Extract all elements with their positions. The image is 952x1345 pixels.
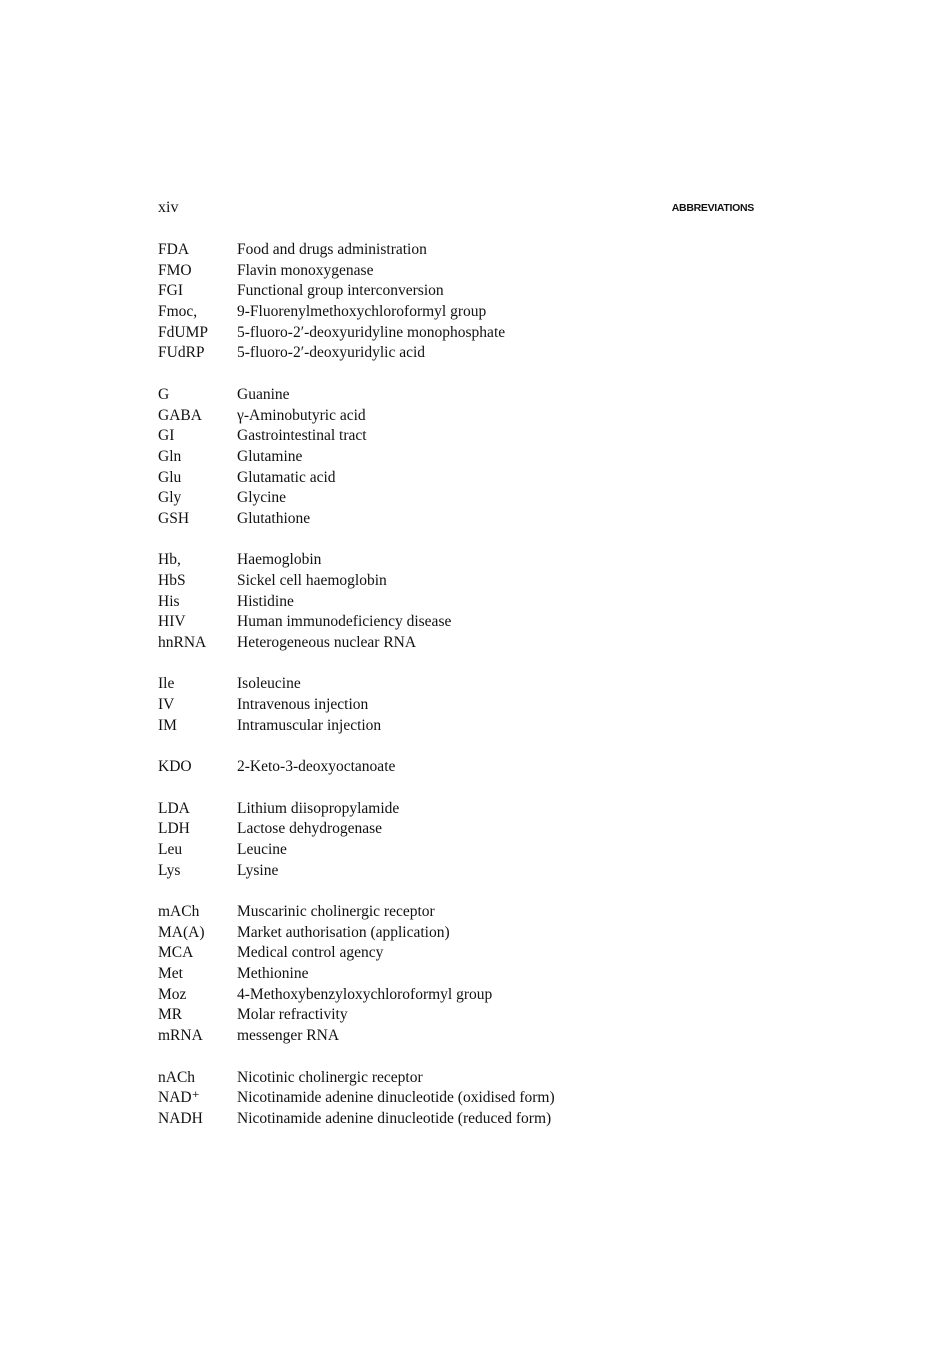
abbreviation-entry [158,240,758,261]
abbreviation-entry [158,1088,758,1109]
abbreviation-term: MCA [158,944,194,962]
abbreviation-entry [158,819,758,840]
abbreviation-term: G [158,385,170,403]
abbreviation-term: Gly [158,489,182,507]
abbreviation-definition: Methionine [237,965,309,983]
abbreviation-term: GSH [158,509,190,527]
abbreviation-term: HIV [158,613,186,631]
abbreviation-term: Leu [158,840,183,858]
abbreviation-entry [158,447,758,468]
abbreviation-term: IV [158,696,175,714]
abbreviation-group [158,757,758,778]
abbreviation-definition: 9-Fluorenylmethoxychloroformyl group [237,303,487,321]
abbreviation-definition: Food and drugs administration [237,241,427,258]
abbreviation-entry [158,923,758,944]
abbreviation-entry [158,281,758,302]
abbreviation-term: mACh [158,903,200,920]
abbreviation-definition: Sickel cell haemoglobin [237,572,387,589]
abbreviation-definition: Leucine [237,840,287,858]
abbreviation-term: nACh [158,1068,196,1086]
abbreviation-entry [158,985,758,1006]
abbreviation-definition: Intravenous injection [237,696,369,714]
abbreviation-entry [158,674,758,695]
abbreviation-entry [158,1109,758,1130]
abbreviation-definition: Muscarinic cholinergic receptor [237,903,435,920]
abbreviation-term: GI [158,427,175,445]
abbreviation-definition: Guanine [237,385,290,403]
abbreviation-term: NADH [158,1109,203,1127]
abbreviation-entry [158,261,758,282]
abbreviation-definition: Flavin monoxygenase [237,261,374,279]
abbreviation-entry [158,1026,758,1047]
abbreviation-term: LDH [158,820,190,838]
abbreviation-term: Moz [158,985,187,1003]
abbreviation-term: Fmoc, [158,303,198,321]
abbreviation-term: Lys [158,861,181,879]
abbreviation-entry [158,406,758,427]
abbreviation-term: Hb, [158,551,181,569]
abbreviation-entry [158,799,758,820]
abbreviation-term: GABA [158,406,202,424]
abbreviation-term: IM [158,716,177,734]
abbreviation-entry [158,468,758,489]
abbreviation-term: MR [158,1006,183,1024]
abbreviation-definition: Nicotinic cholinergic receptor [237,1068,423,1086]
abbreviation-entry [158,757,758,778]
abbreviation-definition: 4-Methoxybenzyloxychloroformyl group [237,985,493,1003]
abbreviation-term: FUdRP [158,344,205,362]
abbreviation-entry [158,902,758,923]
abbreviation-entry [158,488,758,509]
abbreviation-term: KDO [158,758,192,776]
abbreviation-group [158,799,758,882]
abbreviation-definition: Medical control agency [237,944,384,962]
abbreviation-entry [158,633,758,654]
abbreviation-definition: 5-fluoro-2′-deoxyuridylic acid [237,344,426,362]
abbreviation-term: Ile [158,675,175,693]
abbreviation-group [158,385,758,530]
abbreviation-definition: messenger RNA [237,1027,340,1045]
abbreviation-entry [158,592,758,613]
abbreviation-entry [158,302,758,323]
abbreviation-group [158,674,758,736]
abbreviation-definition: Glutathione [237,509,311,527]
abbreviation-group [158,902,758,1047]
abbreviation-definition: Glutamine [237,447,303,465]
running-head: ABBREVIATIONS [671,202,754,214]
abbreviation-term: NAD⁺ [158,1089,200,1107]
abbreviation-definition: Lithium diisopropylamide [237,799,400,817]
abbreviation-term: mRNA [158,1027,203,1045]
abbreviation-definition: 5-fluoro-2′-deoxyuridyline monophosphate [237,323,506,341]
abbreviation-definition: Human immunodeficiency disease [237,613,452,631]
abbreviation-entry [158,840,758,861]
abbreviation-entry [158,612,758,633]
abbreviation-definition: Gastrointestinal tract [237,427,367,445]
abbreviation-definition: Lactose dehydrogenase [237,820,383,838]
abbreviation-entry [158,964,758,985]
abbreviation-entry [158,861,758,882]
abbreviation-term: His [158,592,180,610]
abbreviation-definition: Nicotinamide adenine dinucleotide (reduced form) [237,1109,552,1127]
abbreviation-definition: 2-Keto-3-deoxyoctanoate [237,758,396,776]
abbreviation-entry [158,323,758,344]
abbreviation-term: LDA [158,799,190,817]
abbreviation-definition: Functional group interconversion [237,282,444,300]
abbreviation-entry [158,695,758,716]
abbreviation-list [158,240,758,1150]
abbreviation-entry [158,1005,758,1026]
abbreviation-term: FDA [158,241,190,258]
abbreviation-definition: Glycine [237,489,287,507]
abbreviation-definition: Market authorisation (application) [237,923,450,941]
abbreviation-entry [158,550,758,571]
abbreviation-term: Glu [158,468,182,486]
page-number: xiv [158,199,179,216]
abbreviation-term: FdUMP [158,323,208,341]
abbreviation-entry [158,571,758,592]
abbreviation-group [158,1068,758,1130]
abbreviation-term: Met [158,965,183,983]
abbreviation-definition: Heterogeneous nuclear RNA [237,634,417,652]
abbreviation-entry [158,716,758,737]
page-header [158,196,754,220]
abbreviation-definition: Molar refractivity [237,1006,348,1024]
abbreviation-entry [158,426,758,447]
abbreviation-definition: Intramuscular injection [237,716,382,734]
abbreviation-definition: Haemoglobin [237,551,322,569]
abbreviation-definition: Histidine [237,592,294,610]
abbreviation-term: FMO [158,261,192,279]
abbreviation-term: MA(A) [158,923,205,941]
abbreviation-entry [158,385,758,406]
abbreviation-definition: Isoleucine [237,675,301,693]
abbreviation-group [158,550,758,653]
abbreviation-definition: Glutamatic acid [237,468,336,486]
abbreviation-entry [158,1068,758,1089]
abbreviation-definition: γ-Aminobutyric acid [237,406,366,424]
abbreviation-definition: Lysine [237,861,279,879]
abbreviation-group [158,240,758,364]
abbreviation-entry [158,509,758,530]
abbreviation-definition: Nicotinamide adenine dinucleotide (oxidised form) [237,1089,555,1107]
abbreviation-term: HbS [158,572,186,589]
abbreviation-entry [158,943,758,964]
abbreviation-entry [158,343,758,364]
abbreviation-term: hnRNA [158,634,207,652]
abbreviation-term: Gln [158,447,182,465]
abbreviation-term: FGI [158,282,183,300]
